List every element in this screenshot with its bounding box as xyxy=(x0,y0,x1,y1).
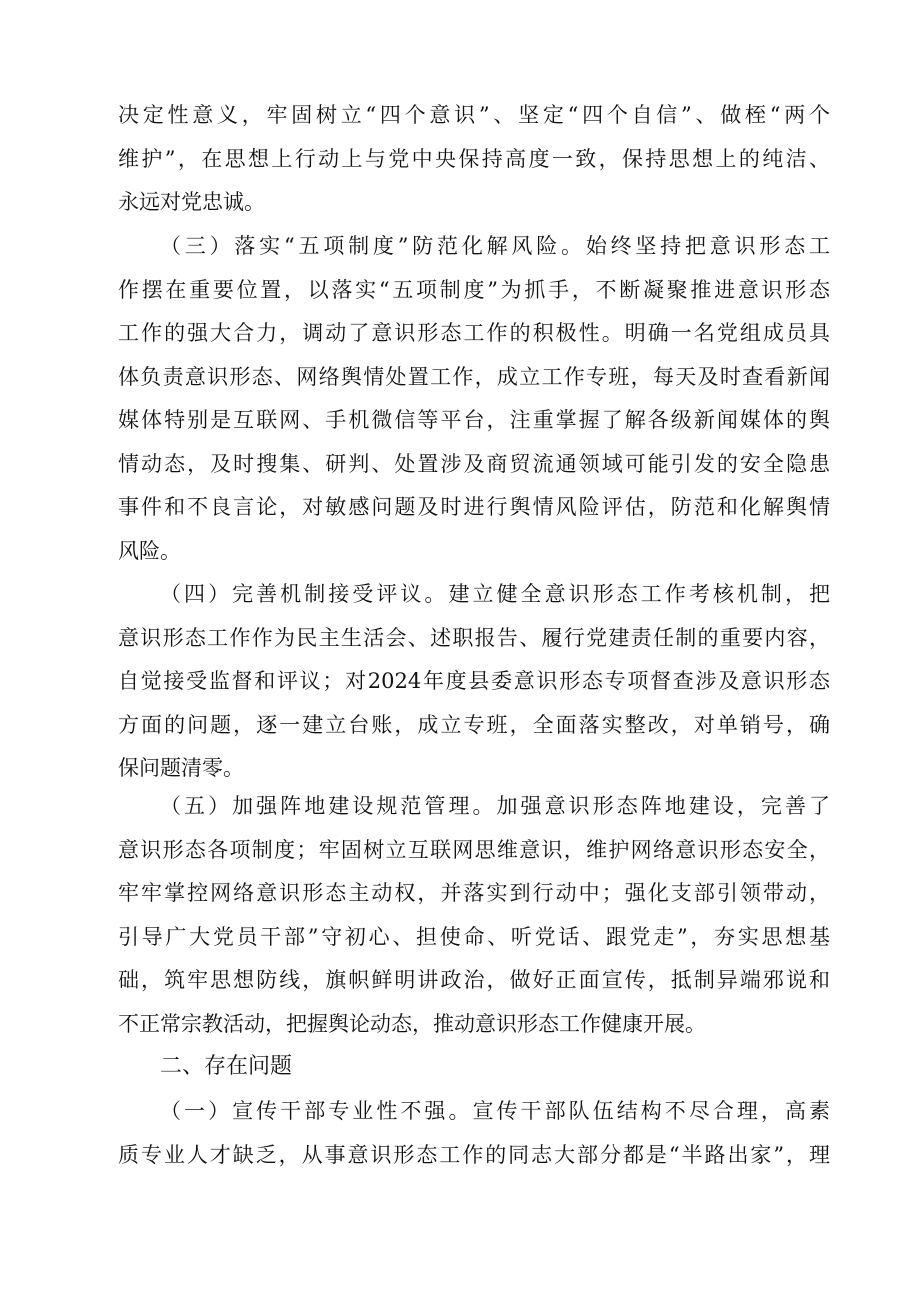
paragraph-section-3 xyxy=(118,225,830,573)
text-line: 体负责意识形态、网络舆情处置工作，成立工作专班，每天及时查看新闻 xyxy=(118,364,830,389)
text-line: 意识形态各项制度；牢固树立互联网思维意识，维护网络意识形态安全， xyxy=(118,837,830,862)
text-line: 质专业人才缺乏，从事意识形态工作的同志大部分都是“半路出家”，理 xyxy=(118,1142,830,1167)
text-line: 方面的问题，逐一建立台账，成立专班，全面落实整改，对单销号，确 xyxy=(118,712,830,737)
text-line: （五）加强阵地建设规范管理。加强意识形态阵地建设，完善了 xyxy=(160,794,830,818)
paragraph-issue-1 xyxy=(118,1090,830,1177)
text-line: 媒体特别是互联网、手机微信等平台，注重掌握了解各级新闻媒体的舆 xyxy=(118,408,830,432)
text-line: 作摆在重要位置，以落实“五项制度”为抓手，不断凝聚推进意识形态 xyxy=(118,277,830,302)
paragraph-section-5 xyxy=(118,785,830,1046)
paragraph-continuation xyxy=(118,94,830,225)
section-heading: 二、存在问题 xyxy=(160,1054,293,1079)
text-line: 础，筑牢思想防线，旗帜鲜明讲政治，做好正面宣传，抵制异端邪说和 xyxy=(118,968,830,992)
text-line: （一）宣传干部专业性不强。宣传干部队伍结构不尽合理，高素 xyxy=(160,1099,830,1123)
text-line: 保问题清零。 xyxy=(118,756,244,780)
text-line: 不正常宗教活动，把握舆论动态，推动意识形态工作健康开展。 xyxy=(118,1011,706,1036)
text-line: 事件和不良言论，对敏感问题及时进行舆情风险评估，防范和化解舆情 xyxy=(118,495,830,519)
text-line: 牢牢掌控网络意识形态主动权，并落实到行动中；强化支部引领带动， xyxy=(118,881,830,905)
text-line: （三）落实“五项制度”防范化解风险。始终坚持把意识形态工 xyxy=(160,234,830,258)
text-line: 引导广大党员干部”守初心、担使命、听党话、跟党走”，夯实思想基 xyxy=(118,924,830,949)
text-line: 决定性意义，牢固树立“四个意识”、坚定“四个自信”、做桎“两个 xyxy=(118,103,830,127)
paragraph-section-4 xyxy=(118,573,830,791)
text-line: （四）完善机制接受评议。建立健全意识形态工作考核机制，把 xyxy=(160,582,830,606)
text-line: 情动态，及时搜集、研判、处置涉及商贸流通领域可能引发的安全隐患 xyxy=(118,451,830,476)
text-line: 意识形态工作作为民主生活会、述职报告、履行党建责任制的重要内容， xyxy=(118,625,830,650)
text-line: 永远对党忠诚。 xyxy=(118,190,265,214)
text-line: 工作的强大合力，调动了意识形态工作的积极性。明确一名党组成员具 xyxy=(118,321,830,345)
text-line: 风险。 xyxy=(118,538,181,563)
text-line: 自觉接受监督和评议；对2024年度县委意识形态专项督查涉及意识形态 xyxy=(118,669,830,693)
text-line: 维护”，在思想上行动上与党中央保持高度一致，保持思想上的纯洁、 xyxy=(118,146,830,171)
